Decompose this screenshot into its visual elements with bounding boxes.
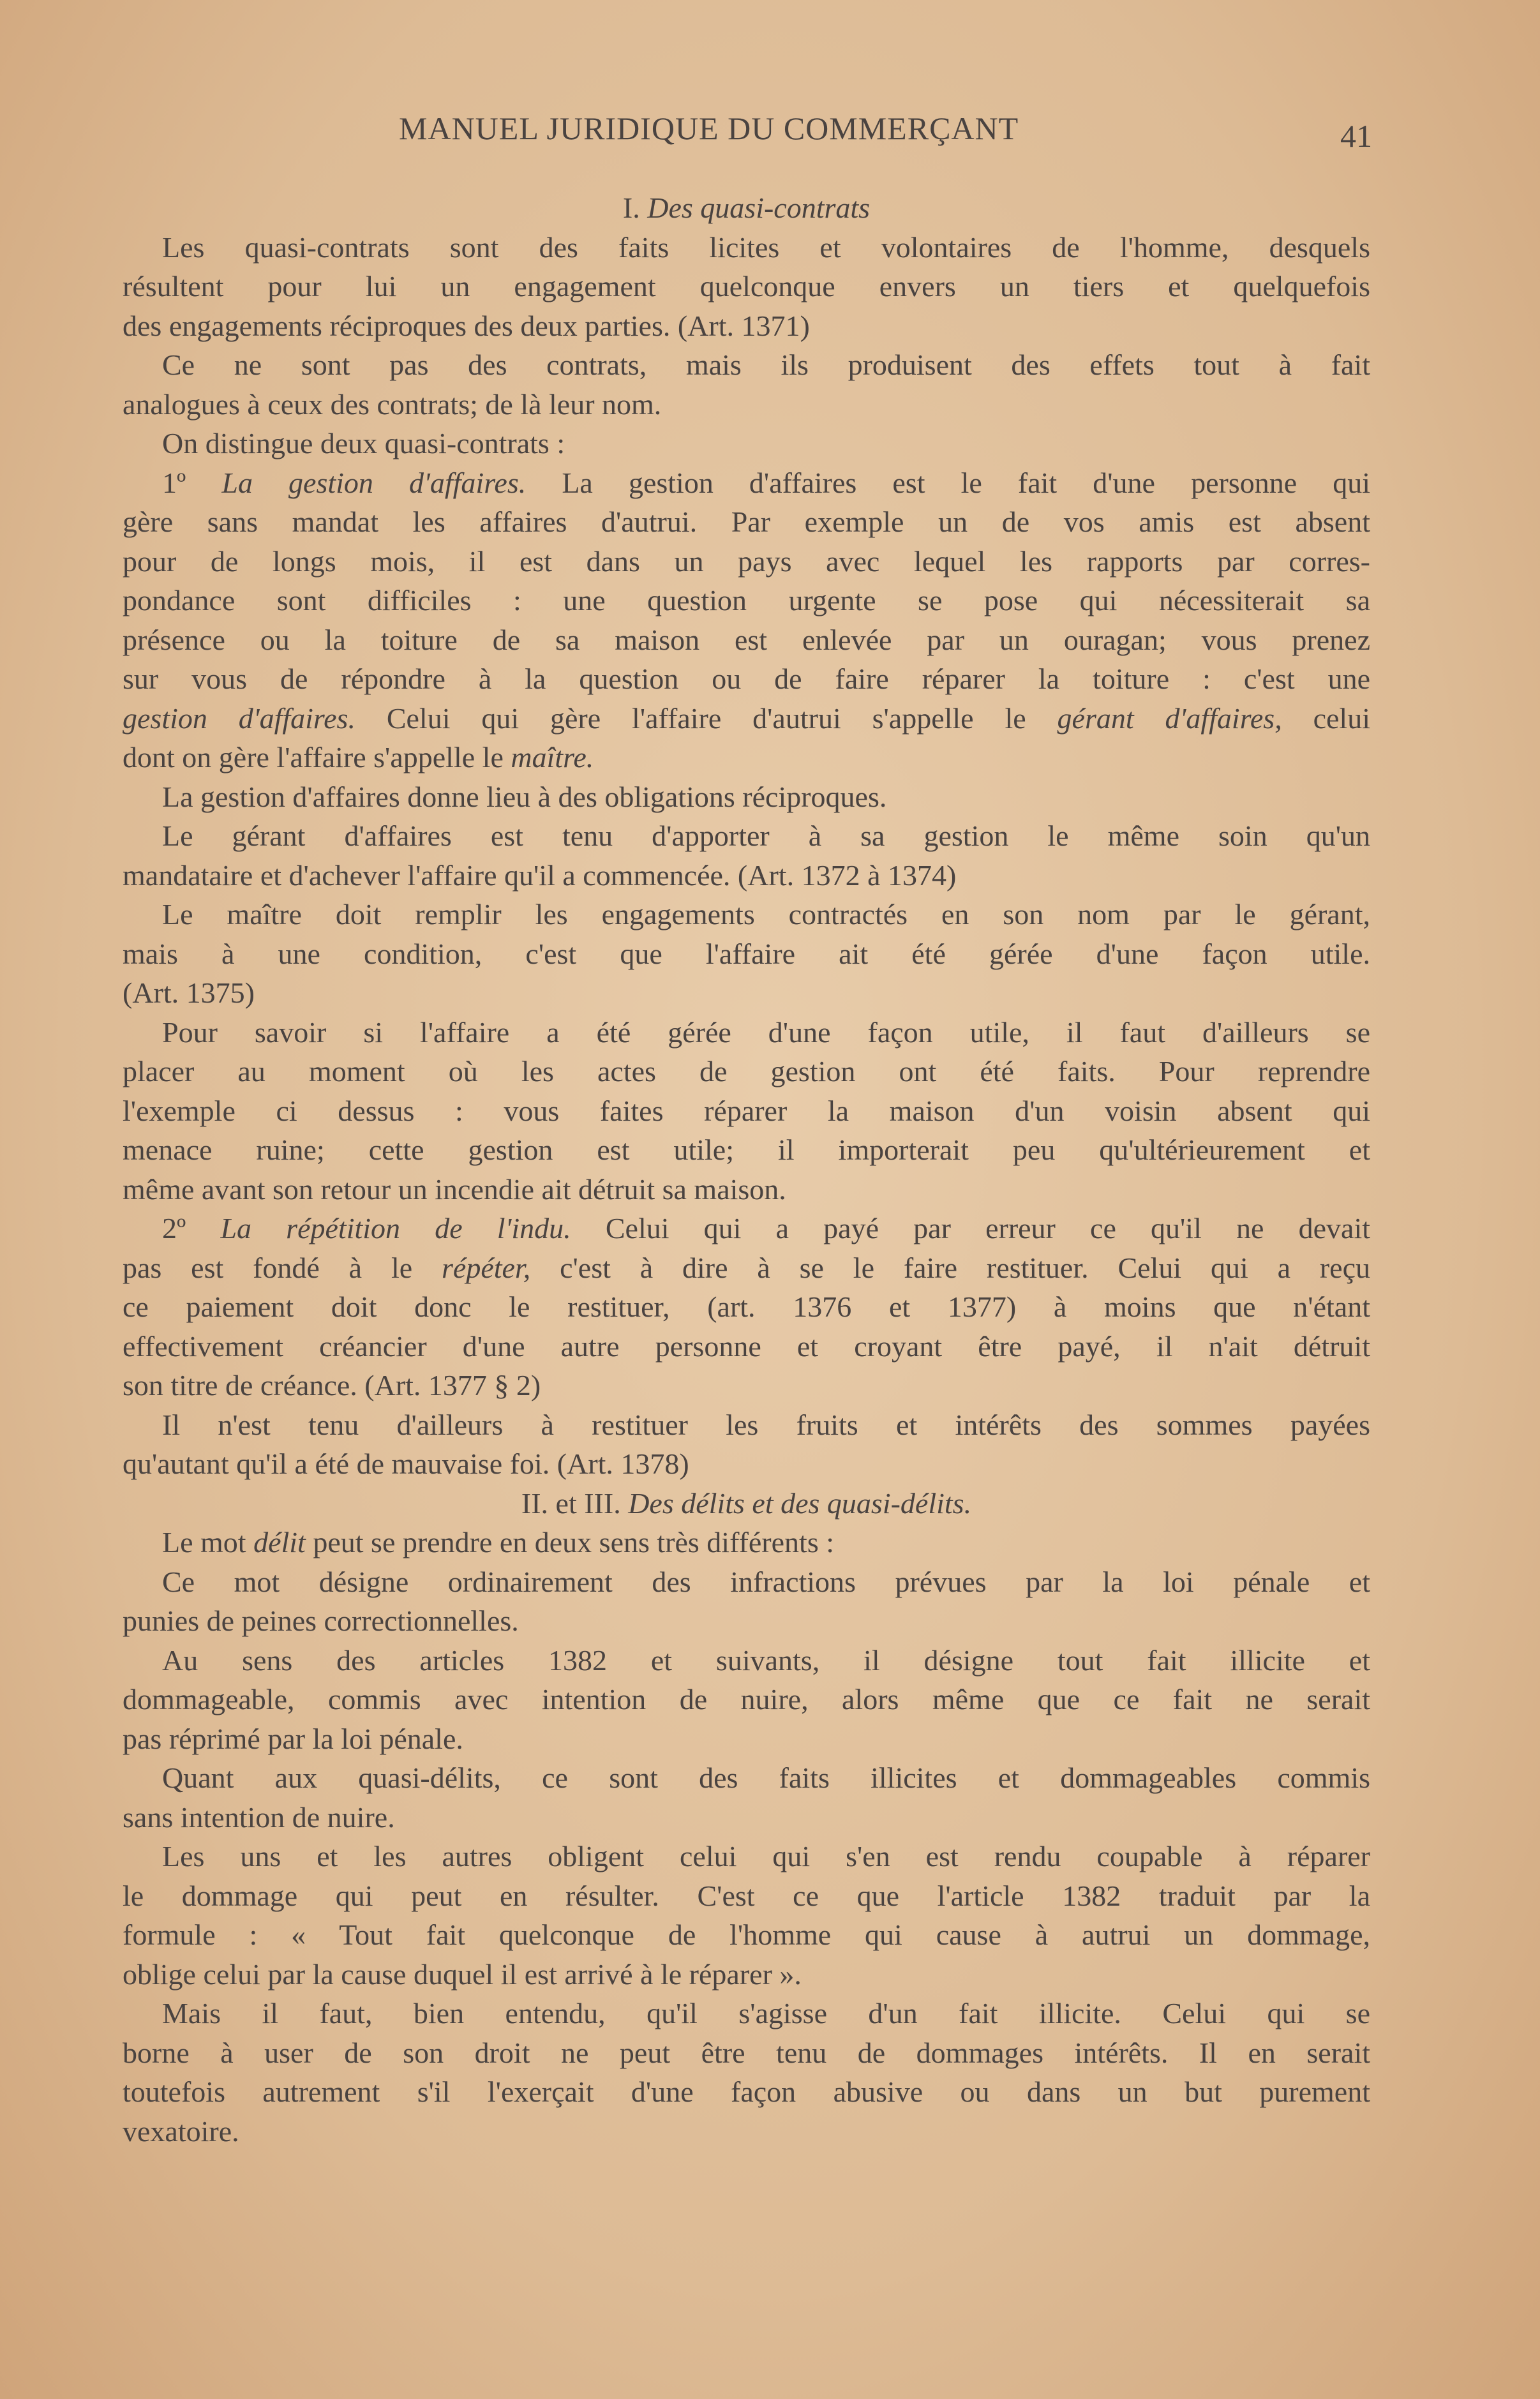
text-segment: (Art. 1375) bbox=[123, 976, 255, 1009]
text-line bbox=[123, 2072, 1370, 2112]
text-segment: La gestion d'affaires donne lieu à des obligations réciproques. bbox=[162, 780, 887, 813]
text-segment: Quant aux quasi-délits, ce sont des faits illicites et dommageables commis bbox=[162, 1761, 1370, 1794]
italic-text: maître. bbox=[511, 741, 594, 774]
text-line bbox=[123, 502, 1370, 542]
text-line bbox=[123, 1444, 1370, 1484]
text-line bbox=[123, 228, 1370, 267]
running-header bbox=[121, 110, 1372, 154]
italic-text: gérant d'affaires, bbox=[1057, 701, 1282, 735]
text-line bbox=[123, 777, 1370, 817]
italic-text: La gestion d'affaires. bbox=[221, 466, 527, 499]
text-segment: pondance sont difficiles : une question urgente se pose qui nécessiterait sa bbox=[123, 584, 1370, 617]
text-line bbox=[123, 581, 1370, 620]
text-segment: pour de longs mois, il est dans un pays avec lequel les rapports par corres- bbox=[123, 544, 1370, 578]
text-line bbox=[123, 620, 1370, 660]
text-line bbox=[123, 463, 1370, 503]
text-line bbox=[123, 1130, 1370, 1170]
text-segment: mandataire et d'achever l'affaire qu'il a commencée. (Art. 1372 à 1374) bbox=[123, 858, 957, 892]
text-segment: c'est à dire à se le faire restituer. Celui qui a reçu bbox=[530, 1251, 1370, 1284]
text-segment: Le maître doit remplir les engagements contractés en son nom par le gérant, bbox=[162, 898, 1370, 930]
text-line bbox=[123, 1955, 1370, 1994]
text-line bbox=[123, 895, 1370, 934]
text-segment: dommageable, commis avec intention de nuire, alors même que ce fait ne serait bbox=[123, 1683, 1370, 1715]
text-segment: effectivement créancier d'une autre personne et croyant être payé, il n'ait détruit bbox=[123, 1329, 1370, 1363]
text-segment: qu'autant qu'il a été de mauvaise foi. (Art. 1378) bbox=[123, 1447, 689, 1480]
text-segment: Les uns et les autres obligent celui qui s'en est rendu coupable à réparer bbox=[162, 1840, 1370, 1872]
text-line bbox=[123, 1994, 1370, 2033]
text-line bbox=[123, 1523, 1370, 1562]
text-line bbox=[123, 1248, 1370, 1288]
text-line bbox=[123, 1327, 1370, 1366]
text-line bbox=[123, 1562, 1370, 1602]
text-segment: l'exemple ci dessus : vous faites réparer la maison d'un voisin absent qui bbox=[123, 1094, 1370, 1127]
text-segment: formule : « Tout fait quelconque de l'homme qui cause à autrui un dommage, bbox=[123, 1918, 1370, 1951]
text-line bbox=[123, 424, 1370, 463]
text-line bbox=[123, 1091, 1370, 1131]
text-segment: des engagements réciproques des deux parties. (Art. 1371) bbox=[123, 309, 810, 342]
text-segment: analogues à ceux des contrats; de là leur nom. bbox=[123, 387, 662, 421]
text-segment: pas est fondé à le bbox=[123, 1251, 442, 1284]
italic-text: Des quasi-contrats bbox=[647, 191, 871, 224]
text-line bbox=[123, 1641, 1370, 1680]
italic-text: Des délits et des quasi-délits. bbox=[628, 1486, 972, 1520]
text-segment: placer au moment où les actes de gestion ont été faits. Pour reprendre bbox=[123, 1055, 1370, 1087]
text-line bbox=[123, 1915, 1370, 1955]
body-text bbox=[123, 188, 1370, 2151]
italic-text: La répétition de l'indu. bbox=[220, 1212, 571, 1244]
text-segment: dont on gère l'affaire s'appelle le bbox=[123, 741, 511, 774]
text-segment: même avant son retour un incendie ait détruit sa maison. bbox=[123, 1172, 786, 1206]
text-segment: présence ou la toiture de sa maison est enlevée par un ouragan; vous prenez bbox=[123, 623, 1370, 656]
text-line bbox=[123, 1052, 1370, 1091]
text-segment: peut se prendre en deux sens très différents : bbox=[305, 1526, 835, 1558]
italic-text: gestion d'affaires. bbox=[123, 701, 355, 735]
text-segment: menace ruine; cette gestion est utile; il importerait peu qu'ultérieurement et bbox=[123, 1133, 1370, 1166]
text-line bbox=[123, 934, 1370, 974]
text-line bbox=[123, 1601, 1370, 1641]
text-segment: vexatoire. bbox=[123, 2114, 239, 2148]
text-segment: gère sans mandat les affaires d'autrui. Par exemple un de vos amis est absent bbox=[123, 505, 1370, 538]
italic-text: répéter, bbox=[442, 1251, 531, 1284]
text-segment: toutefois autrement s'il l'exerçait d'une façon abusive ou dans un but purement bbox=[123, 2075, 1370, 2108]
text-segment: Au sens des articles 1382 et suivants, il désigne tout fait illicite et bbox=[162, 1643, 1370, 1677]
text-segment: sur vous de répondre à la question ou de faire réparer la toiture : c'est une bbox=[123, 662, 1370, 695]
text-segment: pas réprimé par la loi pénale. bbox=[123, 1722, 463, 1755]
text-segment: On distingue deux quasi-contrats : bbox=[162, 427, 565, 460]
text-line bbox=[123, 1798, 1370, 1837]
text-segment: Pour savoir si l'affaire a été gérée d'une façon utile, il faut d'ailleurs se bbox=[162, 1015, 1370, 1049]
text-segment: II. et III. bbox=[521, 1486, 629, 1520]
text-segment: Mais il faut, bien entendu, qu'il s'agisse d'un fait illicite. Celui qui se bbox=[162, 1997, 1370, 2029]
text-segment: son titre de créance. (Art. 1377 § 2) bbox=[123, 1369, 541, 1401]
text-segment: Le gérant d'affaires est tenu d'apporter à sa gestion le même soin qu'un bbox=[162, 819, 1370, 852]
text-segment: sans intention de nuire. bbox=[123, 1800, 395, 1834]
text-segment: Celui qui a payé par erreur ce qu'il ne devait bbox=[571, 1212, 1371, 1244]
text-line bbox=[123, 1680, 1370, 1719]
text-line bbox=[123, 1013, 1370, 1052]
text-line bbox=[123, 659, 1370, 699]
text-line bbox=[123, 385, 1370, 424]
text-line bbox=[123, 306, 1370, 346]
text-segment: ce paiement doit donc le restituer, (art. 1376 et 1377) à moins que n'étant bbox=[123, 1290, 1370, 1323]
text-line bbox=[123, 1758, 1370, 1798]
text-line bbox=[123, 1719, 1370, 1759]
text-line bbox=[123, 345, 1370, 385]
text-segment: 2º bbox=[162, 1212, 221, 1244]
text-segment: borne à user de son droit ne peut être tenu de dommages intérêts. Il en serait bbox=[123, 2036, 1370, 2069]
text-segment: mais à une condition, c'est que l'affaire ait été gérée d'une façon utile. bbox=[123, 937, 1370, 970]
text-line bbox=[123, 542, 1370, 581]
text-line bbox=[123, 1837, 1370, 1876]
text-line bbox=[123, 816, 1370, 856]
text-segment: Il n'est tenu d'ailleurs à restituer les fruits et intérêts des sommes payées bbox=[162, 1408, 1370, 1441]
text-line bbox=[123, 267, 1370, 306]
text-line bbox=[123, 856, 1370, 895]
text-line bbox=[123, 1209, 1370, 1248]
text-line bbox=[123, 738, 1370, 777]
text-line bbox=[123, 1366, 1370, 1405]
text-line bbox=[123, 1170, 1370, 1209]
text-segment: Ce ne sont pas des contrats, mais ils produisent des effets tout à fait bbox=[162, 348, 1370, 381]
text-line bbox=[123, 2112, 1370, 2151]
text-segment: celui bbox=[1282, 701, 1370, 735]
text-segment: résultent pour lui un engagement quelconque envers un tiers et quelquefois bbox=[123, 270, 1370, 303]
text-segment: La gestion d'affaires est le fait d'une personne qui bbox=[526, 466, 1371, 499]
text-line bbox=[123, 699, 1370, 738]
text-line bbox=[123, 1287, 1370, 1327]
text-line bbox=[123, 973, 1370, 1013]
section-heading bbox=[123, 188, 1370, 228]
text-segment: punies de peines correctionnelles. bbox=[123, 1604, 519, 1637]
text-line bbox=[123, 1876, 1370, 1916]
text-segment: le dommage qui peut en résulter. C'est ce que l'article 1382 traduit par la bbox=[123, 1879, 1370, 1912]
page-number: 41 bbox=[1340, 118, 1372, 154]
text-segment: I. bbox=[622, 191, 648, 224]
text-segment: Les quasi-contrats sont des faits licites et volontaires de l'homme, desquels bbox=[162, 230, 1370, 264]
text-line bbox=[123, 1405, 1370, 1445]
section-heading bbox=[123, 1484, 1370, 1523]
italic-text: délit bbox=[253, 1526, 306, 1558]
text-line bbox=[123, 2033, 1370, 2073]
text-segment: Celui qui gère l'affaire d'autrui s'appelle le bbox=[355, 701, 1058, 735]
running-title: MANUEL JURIDIQUE DU COMMERÇANT bbox=[399, 110, 1019, 146]
text-segment: oblige celui par la cause duquel il est arrivé à le réparer ». bbox=[123, 1957, 802, 1991]
text-segment: Ce mot désigne ordinairement des infractions prévues par la loi pénale et bbox=[162, 1565, 1370, 1598]
text-segment: Le mot bbox=[162, 1526, 254, 1558]
text-segment: 1º bbox=[162, 466, 222, 499]
